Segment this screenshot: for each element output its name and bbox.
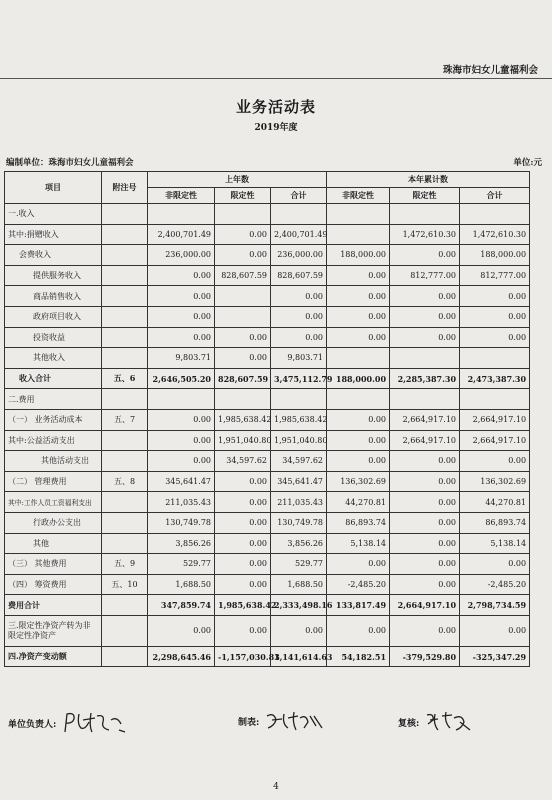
row-value: 0.00 xyxy=(327,430,390,451)
row-value: 0.00 xyxy=(148,430,215,451)
row-value xyxy=(327,224,390,245)
row-note: 五、6 xyxy=(102,368,148,389)
row-value: 1,985,638.42 xyxy=(215,595,271,616)
row-note: 五、10 xyxy=(102,574,148,595)
row-value: 236,000.00 xyxy=(271,245,327,266)
row-value: 0.00 xyxy=(215,245,271,266)
table-row xyxy=(5,224,530,245)
row-value: 9,803.71 xyxy=(271,348,327,369)
sub-header: 限定性 xyxy=(390,188,460,204)
row-value: 136,302.69 xyxy=(460,471,530,492)
row-value: 211,035.43 xyxy=(148,492,215,513)
row-label: 政府项目收入 xyxy=(5,306,102,327)
row-note xyxy=(102,245,148,266)
row-value: 211,035.43 xyxy=(271,492,327,513)
header-note: 附注号 xyxy=(102,172,148,204)
row-value xyxy=(215,389,271,410)
signature-reviewer xyxy=(398,710,474,734)
row-value: 0.00 xyxy=(460,554,530,575)
row-note xyxy=(102,348,148,369)
row-value: 0.00 xyxy=(327,265,390,286)
report-title: 业务活动表 xyxy=(235,98,316,116)
table-row xyxy=(5,409,530,430)
row-value: 0.00 xyxy=(460,327,530,348)
row-value: 2,664,917.10 xyxy=(460,409,530,430)
row-value: -379,529.80 xyxy=(390,646,460,667)
sub-header: 非限定性 xyxy=(327,188,390,204)
row-value: -2,485.20 xyxy=(327,574,390,595)
row-value: 0.00 xyxy=(148,286,215,307)
row-value: 828,607.59 xyxy=(271,265,327,286)
row-value: -325,347.29 xyxy=(460,646,530,667)
row-note xyxy=(102,204,148,225)
row-value xyxy=(215,204,271,225)
reviewer-label: 复核: xyxy=(398,718,420,729)
sub-header: 非限定性 xyxy=(148,188,215,204)
row-value xyxy=(215,306,271,327)
row-note xyxy=(102,286,148,307)
row-value: 9,803.71 xyxy=(148,348,215,369)
header-item: 项目 xyxy=(5,172,102,204)
table-row xyxy=(5,286,530,307)
row-label: （三） 其他费用 xyxy=(5,554,102,575)
row-value: 1,951,040.80 xyxy=(215,430,271,451)
row-value: 86,893.74 xyxy=(460,512,530,533)
signature-preparer xyxy=(238,710,326,732)
row-value: 0.00 xyxy=(148,451,215,472)
row-value: 34,597.62 xyxy=(215,451,271,472)
row-note xyxy=(102,512,148,533)
row-value: 2,298,645.46 xyxy=(148,646,215,667)
row-note xyxy=(102,451,148,472)
row-note xyxy=(102,646,148,667)
row-label: 提供服务收入 xyxy=(5,265,102,286)
row-value: 2,664,917.10 xyxy=(390,595,460,616)
row-value: 188,000.00 xyxy=(460,245,530,266)
row-note xyxy=(102,306,148,327)
row-value: 0.00 xyxy=(271,286,327,307)
row-value: 529.77 xyxy=(271,554,327,575)
row-note xyxy=(102,327,148,348)
row-value: 34,597.62 xyxy=(271,451,327,472)
row-note xyxy=(102,389,148,410)
signature-head xyxy=(8,710,131,736)
row-label: 费用合计 xyxy=(5,595,102,616)
row-value: 2,646,505.20 xyxy=(148,368,215,389)
table-row xyxy=(5,574,530,595)
row-value: 0.00 xyxy=(390,615,460,646)
sub-header: 合计 xyxy=(460,188,530,204)
row-value: 0.00 xyxy=(327,615,390,646)
row-value xyxy=(327,389,390,410)
row-value: 0.00 xyxy=(215,574,271,595)
row-value: 0.00 xyxy=(390,245,460,266)
row-value: 0.00 xyxy=(271,306,327,327)
row-value: 2,664,917.10 xyxy=(390,409,460,430)
row-value: 0.00 xyxy=(148,615,215,646)
row-value: 0.00 xyxy=(327,286,390,307)
row-value: 188,000.00 xyxy=(327,245,390,266)
table-row xyxy=(5,265,530,286)
row-value: 0.00 xyxy=(215,533,271,554)
row-value xyxy=(148,389,215,410)
table-row xyxy=(5,204,530,225)
row-value: 2,664,917.10 xyxy=(390,430,460,451)
row-value xyxy=(271,204,327,225)
row-value: 188,000.00 xyxy=(327,368,390,389)
row-value xyxy=(390,204,460,225)
row-value: 1,985,638.42 xyxy=(215,409,271,430)
row-note xyxy=(102,492,148,513)
currency-unit: 单位:元 xyxy=(513,158,542,168)
row-value: 1,985,638.42 xyxy=(271,409,327,430)
row-value xyxy=(327,348,390,369)
sub-header: 合计 xyxy=(271,188,327,204)
table-row xyxy=(5,368,530,389)
row-value: 0.00 xyxy=(390,306,460,327)
row-value xyxy=(148,204,215,225)
row-value: 3,856.26 xyxy=(148,533,215,554)
row-label: 其中:公益活动支出 xyxy=(5,430,102,451)
row-value: 2,400,701.49 xyxy=(148,224,215,245)
table-row xyxy=(5,554,530,575)
table-row xyxy=(5,306,530,327)
row-note xyxy=(102,533,148,554)
table-row xyxy=(5,389,530,410)
row-value: 812,777.00 xyxy=(460,265,530,286)
row-value: 1,472,610.30 xyxy=(390,224,460,245)
row-label: 收入合计 xyxy=(5,368,102,389)
row-value: 0.00 xyxy=(390,492,460,513)
preparing-unit: 编制单位：珠海市妇女儿童福利会 xyxy=(6,158,134,168)
row-label: （一） 业务活动成本 xyxy=(5,409,102,430)
sub-header: 限定性 xyxy=(215,188,271,204)
row-value: 0.00 xyxy=(460,286,530,307)
table-row xyxy=(5,595,530,616)
row-label: 会费收入 xyxy=(5,245,102,266)
table-row xyxy=(5,430,530,451)
row-value xyxy=(327,204,390,225)
row-value: 0.00 xyxy=(327,327,390,348)
row-value: 828,607.59 xyxy=(215,368,271,389)
row-value: 3,475,112.79 xyxy=(271,368,327,389)
table-row xyxy=(5,348,530,369)
row-value xyxy=(271,389,327,410)
row-value: 2,333,498.16 xyxy=(271,595,327,616)
row-value: 0.00 xyxy=(460,306,530,327)
row-value: 2,664,917.10 xyxy=(460,430,530,451)
row-value: 0.00 xyxy=(271,327,327,348)
row-value: 0.00 xyxy=(390,554,460,575)
row-note xyxy=(102,595,148,616)
row-label: （二） 管理费用 xyxy=(5,471,102,492)
row-value: 0.00 xyxy=(215,615,271,646)
row-label: 其他活动支出 xyxy=(5,451,102,472)
row-value: 0.00 xyxy=(215,492,271,513)
row-label: 行政办公支出 xyxy=(5,512,102,533)
row-value: 5,138.14 xyxy=(327,533,390,554)
report-year: 2019年度 xyxy=(254,123,298,133)
row-note xyxy=(102,615,148,646)
row-value: 0.00 xyxy=(215,471,271,492)
row-value: 345,641.47 xyxy=(271,471,327,492)
row-value: 0.00 xyxy=(148,409,215,430)
table-row xyxy=(5,471,530,492)
header-divider xyxy=(0,78,552,79)
row-note xyxy=(102,430,148,451)
row-value: 0.00 xyxy=(215,327,271,348)
row-value: -2,485.20 xyxy=(460,574,530,595)
table-row xyxy=(5,615,530,646)
row-label: 三.限定性净资产转为非限定性净资产 xyxy=(5,615,102,646)
row-value xyxy=(390,389,460,410)
row-value: 44,270.81 xyxy=(460,492,530,513)
row-value: 0.00 xyxy=(215,348,271,369)
row-value: 0.00 xyxy=(460,615,530,646)
header-organization: 珠海市妇女儿童福利会 xyxy=(442,65,538,76)
row-value: 54,182.51 xyxy=(327,646,390,667)
row-note: 五、8 xyxy=(102,471,148,492)
row-value: 529.77 xyxy=(148,554,215,575)
header-curr-year: 本年累计数 xyxy=(327,172,530,188)
row-note: 五、9 xyxy=(102,554,148,575)
row-value: 0.00 xyxy=(390,574,460,595)
row-value: 1,688.50 xyxy=(148,574,215,595)
row-value: 2,473,387.30 xyxy=(460,368,530,389)
row-value: 0.00 xyxy=(148,306,215,327)
row-label: 其中:捐赠收入 xyxy=(5,224,102,245)
row-value: 86,893.74 xyxy=(327,512,390,533)
row-value xyxy=(460,348,530,369)
row-value: 1,688.50 xyxy=(271,574,327,595)
table-row xyxy=(5,512,530,533)
row-value: 0.00 xyxy=(148,265,215,286)
row-label: （四） 筹资费用 xyxy=(5,574,102,595)
table-row xyxy=(5,646,530,667)
row-label: 四.净资产变动额 xyxy=(5,646,102,667)
row-value: 347,859.74 xyxy=(148,595,215,616)
row-value: 0.00 xyxy=(271,615,327,646)
row-value xyxy=(460,389,530,410)
row-note: 五、7 xyxy=(102,409,148,430)
table-row xyxy=(5,533,530,554)
row-value: 236,000.00 xyxy=(148,245,215,266)
row-value: 0.00 xyxy=(390,451,460,472)
preparer-label: 制表: xyxy=(238,717,260,728)
row-value: 812,777.00 xyxy=(390,265,460,286)
handwritten-signature-icon xyxy=(61,710,131,736)
row-value: 0.00 xyxy=(327,451,390,472)
row-value: 5,138.14 xyxy=(460,533,530,554)
row-value: 345,641.47 xyxy=(148,471,215,492)
handwritten-signature-icon xyxy=(424,710,474,734)
row-value: 2,285,387.30 xyxy=(390,368,460,389)
row-note xyxy=(102,224,148,245)
row-value: 0.00 xyxy=(215,554,271,575)
row-value xyxy=(215,286,271,307)
row-value: 2,400,701.49 xyxy=(271,224,327,245)
row-value: 3,856.26 xyxy=(271,533,327,554)
row-label: 其他 xyxy=(5,533,102,554)
row-value: 0.00 xyxy=(390,471,460,492)
row-value: 136,302.69 xyxy=(327,471,390,492)
row-value: 1,141,614.63 xyxy=(271,646,327,667)
row-value: 130,749.78 xyxy=(271,512,327,533)
row-value: 828,607.59 xyxy=(215,265,271,286)
table-row xyxy=(5,451,530,472)
row-value: 1,472,610.30 xyxy=(460,224,530,245)
row-value: 0.00 xyxy=(327,306,390,327)
row-value: 0.00 xyxy=(327,409,390,430)
row-label: 其他收入 xyxy=(5,348,102,369)
row-label: 其中:工作人员工资福利支出 xyxy=(5,492,102,513)
row-value: 0.00 xyxy=(390,512,460,533)
row-value: 0.00 xyxy=(215,512,271,533)
row-value: 0.00 xyxy=(390,327,460,348)
table-row xyxy=(5,492,530,513)
row-label: 商品销售收入 xyxy=(5,286,102,307)
row-value: 0.00 xyxy=(327,554,390,575)
row-value: 0.00 xyxy=(460,451,530,472)
row-label: 一.收入 xyxy=(5,204,102,225)
row-value: 0.00 xyxy=(148,327,215,348)
row-value: -1,157,030.83 xyxy=(215,646,271,667)
row-value: 130,749.78 xyxy=(148,512,215,533)
head-label: 单位负责人: xyxy=(8,719,57,730)
table-row xyxy=(5,327,530,348)
table-row xyxy=(5,245,530,266)
row-value: 0.00 xyxy=(390,533,460,554)
row-value: 0.00 xyxy=(215,224,271,245)
row-value: 2,798,734.59 xyxy=(460,595,530,616)
activity-table xyxy=(4,171,530,667)
page-number: 4 xyxy=(273,782,279,792)
row-value: 1,951,040.80 xyxy=(271,430,327,451)
row-value: 133,817.49 xyxy=(327,595,390,616)
row-note xyxy=(102,265,148,286)
row-label: 投资收益 xyxy=(5,327,102,348)
row-value xyxy=(460,204,530,225)
row-value: 0.00 xyxy=(390,286,460,307)
row-label: 二.费用 xyxy=(5,389,102,410)
row-value xyxy=(390,348,460,369)
row-value: 44,270.81 xyxy=(327,492,390,513)
header-prev-year: 上年数 xyxy=(148,172,327,188)
handwritten-signature-icon xyxy=(264,710,326,732)
